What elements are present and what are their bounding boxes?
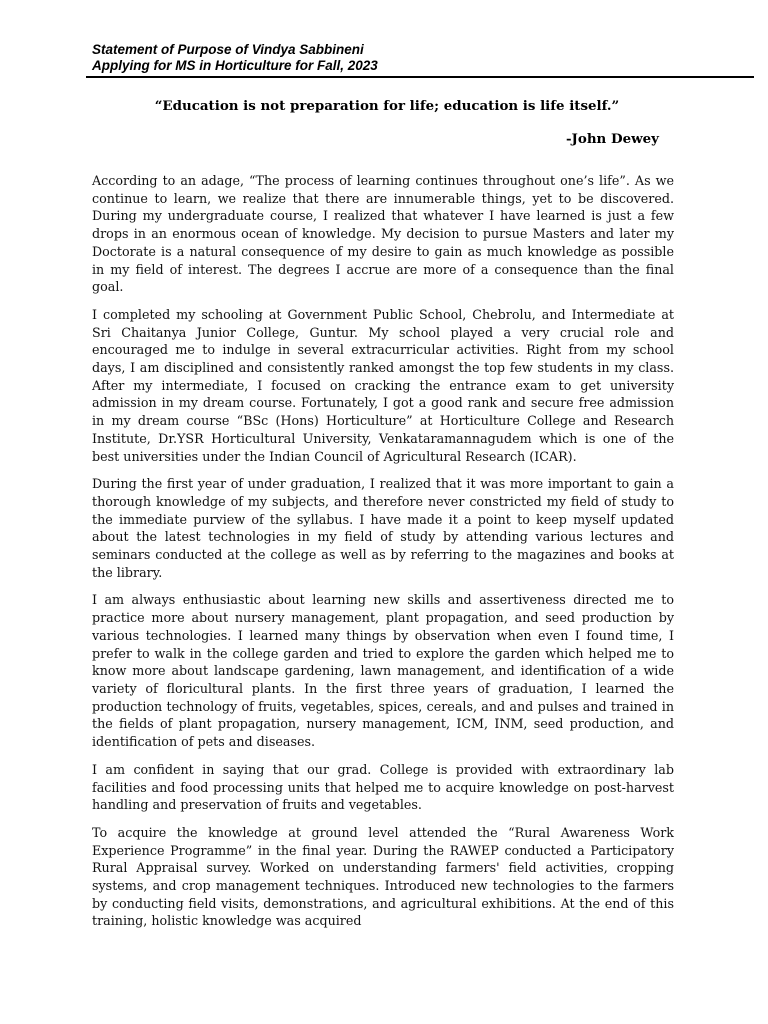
paragraph: During the first year of under graduation, I realized that it was more important to gain a thorough knowledge of my subjects, and therefore never constricted my field of study to the immediate purview of the syllabus. I have made it a point to keep myself updated about the latest technologies in my field of study by attending various lectures and seminars conducted at the college as well as by referring to the magazines and books at the library. (92, 476, 674, 580)
paragraph: I am always enthusiastic about learning new skills and assertiveness directed me to practice more about nursery management, plant propagation, and seed production by various technologies. I learned many things by observation when even I found time, I prefer to walk in the college garden and tried to explore the garden which helped me to know more about landscape gardening, lawn management, and identification of a wide variety of floricultural plants. In the first three years of graduation, I learned the production technology of fruits, vegetables, spices, cereals, and and pulses and trained in the fields of plant propagation, nursery management, ICM, INM, seed production, and identification of pets and diseases. (92, 592, 674, 750)
paragraph: I am confident in saying that our grad. College is provided with extraordinary lab facilities and food processing units that helped me to acquire knowledge on post-harvest handling and preservation of fruits and vegetables. (92, 761, 674, 813)
header-line-1: Statement of Purpose of Vindya Sabbineni (92, 42, 364, 57)
header-divider (86, 76, 754, 78)
paragraph: According to an adage, “The process of learning continues throughout one’s life”. As we continue to learn, we realize that there are innumerable things, yet to be discovered. During my undergraduate course, I realized that whatever I have learned is just a few drops in an enormous ocean of knowledge. My decision to pursue Masters and later my Doctorate is a natural consequence of my desire to gain as much knowledge as possible in my field of interest. The degrees I accrue are more of a consequence than the final goal. (92, 173, 674, 295)
epigraph-attribution: -John Dewey (566, 131, 659, 147)
epigraph-quote: “Education is not preparation for life; education is life itself.” (154, 98, 620, 114)
paragraph: To acquire the knowledge at ground level attended the “Rural Awareness Work Experience Programme” in the final year. During the RAWEP conducted a Participatory Rural Appraisal survey. Worked on understanding farmers' field activities, cropping systems, and crop management techniques. Introduced new technologies to the farmers by conducting field visits, demonstrations, and agricultural exhibitions. At the end of this training, holistic knowledge was acquired (92, 824, 674, 929)
document-header (92, 42, 732, 74)
paragraph: I completed my schooling at Government Public School, Chebrolu, and Intermediate at Sri Chaitanya Junior College, Guntur. My school played a very crucial role and encouraged me to indulge in several extracurricular activities. Right from my school days, I am disciplined and consistently ranked amongst the top few students in my class. After my intermediate, I focused on cracking the entrance exam to get university admission in my dream course. Fortunately, I got a good rank and secure free admission in my dream course “BSc (Hons) Horticulture” at Horticulture College and Research Institute, Dr.YSR Horticultural University, Venkataramannagudem which is one of the best universities under the Indian Council of Agricultural Research (ICAR). (92, 306, 674, 464)
header-line-2: Applying for MS in Horticulture for Fall, 2023 (92, 58, 378, 73)
document-body (92, 172, 674, 940)
